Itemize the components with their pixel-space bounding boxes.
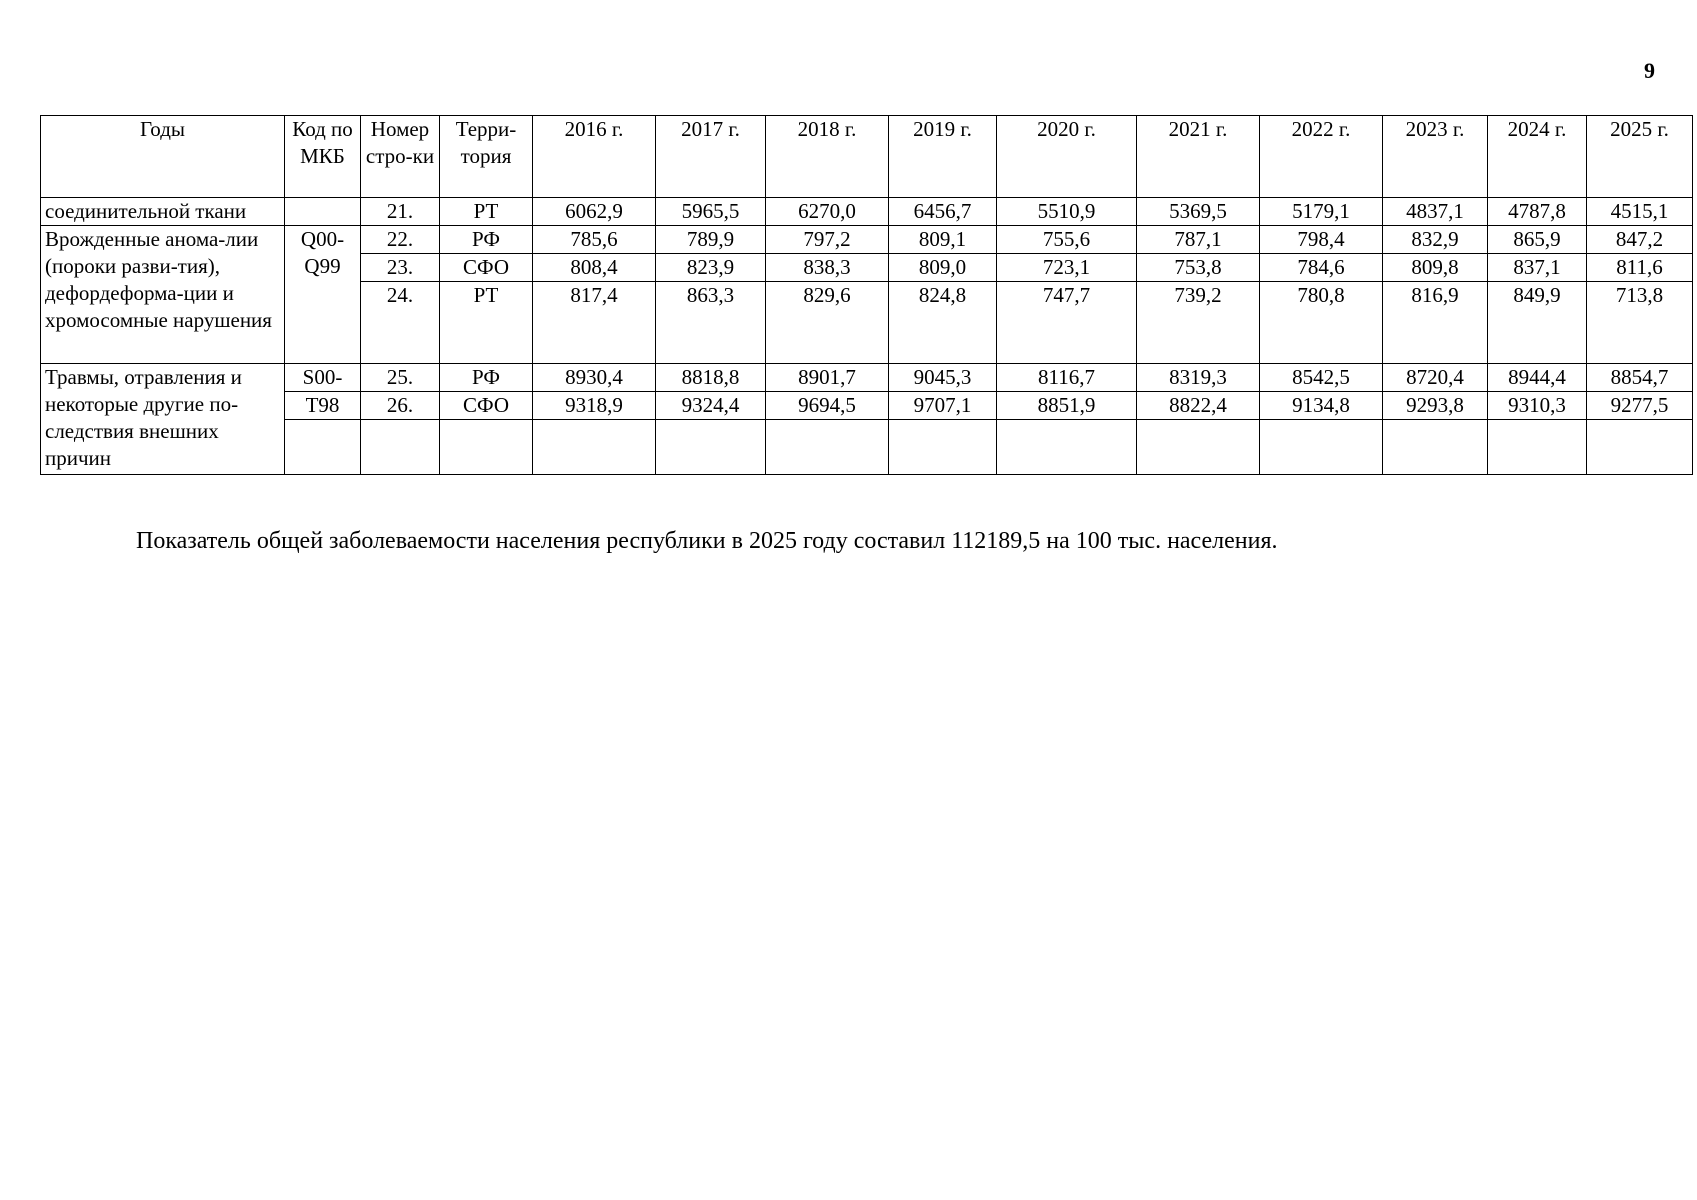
value-cell: 6062,9: [533, 198, 656, 226]
empty-cell: [1260, 420, 1383, 475]
empty-cell: [766, 420, 889, 475]
territory-cell: РТ: [440, 282, 533, 364]
value-cell: 753,8: [1137, 254, 1260, 282]
value-cell: 816,9: [1383, 282, 1488, 364]
value-cell: 9324,4: [656, 392, 766, 420]
value-cell: 9318,9: [533, 392, 656, 420]
value-cell: 9277,5: [1587, 392, 1693, 420]
empty-cell: [1383, 420, 1488, 475]
value-cell: 797,2: [766, 226, 889, 254]
row-number-cell: 26.: [361, 392, 440, 420]
header-year-2020: 2020 г.: [997, 116, 1137, 198]
table-row: [41, 226, 1693, 254]
header-year-2023: 2023 г.: [1383, 116, 1488, 198]
header-year-2019: 2019 г.: [889, 116, 997, 198]
value-cell: 8319,3: [1137, 364, 1260, 392]
value-cell: 5965,5: [656, 198, 766, 226]
value-cell: 4787,8: [1488, 198, 1587, 226]
value-cell: 8944,4: [1488, 364, 1587, 392]
value-cell: 785,6: [533, 226, 656, 254]
value-cell: 809,8: [1383, 254, 1488, 282]
value-cell: 849,9: [1488, 282, 1587, 364]
icd-code-cell: S00-: [285, 364, 361, 392]
value-cell: 5369,5: [1137, 198, 1260, 226]
value-cell: 4837,1: [1383, 198, 1488, 226]
header-year-2025: 2025 г.: [1587, 116, 1693, 198]
value-cell: 784,6: [1260, 254, 1383, 282]
value-cell: 865,9: [1488, 226, 1587, 254]
value-cell: 808,4: [533, 254, 656, 282]
value-cell: 8818,8: [656, 364, 766, 392]
value-cell: 832,9: [1383, 226, 1488, 254]
value-cell: 847,2: [1587, 226, 1693, 254]
value-cell: 811,6: [1587, 254, 1693, 282]
header-territory: Терри-тория: [440, 116, 533, 198]
value-cell: 829,6: [766, 282, 889, 364]
table-row: [41, 392, 1693, 420]
row-number-cell: 24.: [361, 282, 440, 364]
value-cell: 6456,7: [889, 198, 997, 226]
value-cell: 824,8: [889, 282, 997, 364]
value-cell: 713,8: [1587, 282, 1693, 364]
value-cell: 817,4: [533, 282, 656, 364]
value-cell: 787,1: [1137, 226, 1260, 254]
page-number: 9: [1644, 58, 1655, 83]
summary-paragraph: Показатель общей заболеваемости населения республики в 2025 году составил 112189,5 на 100 тыс. населения.: [136, 528, 1278, 554]
territory-cell: РФ: [440, 364, 533, 392]
header-year-2024: 2024 г.: [1488, 116, 1587, 198]
value-cell: 809,1: [889, 226, 997, 254]
value-cell: 739,2: [1137, 282, 1260, 364]
empty-cell: [1488, 420, 1587, 475]
disease-group-congenital: Врожденные анома-лии (пороки разви-тия), дефордеформа-ции и хромосомные нарушения: [41, 226, 285, 364]
header-year-2017: 2017 г.: [656, 116, 766, 198]
morbidity-table: [40, 115, 1693, 475]
value-cell: 823,9: [656, 254, 766, 282]
header-years: Годы: [41, 116, 285, 198]
value-cell: 838,3: [766, 254, 889, 282]
value-cell: 4515,1: [1587, 198, 1693, 226]
header-row-number: Номер стро-ки: [361, 116, 440, 198]
disease-group-connective: соединительной ткани: [41, 198, 285, 226]
value-cell: 747,7: [997, 282, 1137, 364]
header-year-2016: 2016 г.: [533, 116, 656, 198]
table-row: [41, 198, 1693, 226]
header-row: [41, 116, 1693, 198]
value-cell: 780,8: [1260, 282, 1383, 364]
value-cell: 8854,7: [1587, 364, 1693, 392]
value-cell: 723,1: [997, 254, 1137, 282]
header-year-2021: 2021 г.: [1137, 116, 1260, 198]
empty-cell: [656, 420, 766, 475]
empty-cell: [1587, 420, 1693, 475]
value-cell: 8542,5: [1260, 364, 1383, 392]
icd-code-cell: Q00-Q99: [285, 226, 361, 364]
row-number-cell: 23.: [361, 254, 440, 282]
value-cell: 6270,0: [766, 198, 889, 226]
disease-group-injuries: Травмы, отравления и некоторые другие по-следствия внешних причин: [41, 364, 285, 475]
icd-code-cell: T98: [285, 392, 361, 420]
territory-cell: СФО: [440, 392, 533, 420]
value-cell: 5510,9: [997, 198, 1137, 226]
value-cell: 863,3: [656, 282, 766, 364]
table-row: [41, 364, 1693, 392]
empty-cell: [285, 420, 361, 475]
value-cell: 8116,7: [997, 364, 1137, 392]
value-cell: 9707,1: [889, 392, 997, 420]
empty-cell: [997, 420, 1137, 475]
value-cell: 8930,4: [533, 364, 656, 392]
value-cell: 809,0: [889, 254, 997, 282]
empty-cell: [440, 420, 533, 475]
value-cell: 837,1: [1488, 254, 1587, 282]
row-number-cell: 22.: [361, 226, 440, 254]
value-cell: 9134,8: [1260, 392, 1383, 420]
value-cell: 8822,4: [1137, 392, 1260, 420]
header-icd-code: Код по МКБ: [285, 116, 361, 198]
value-cell: 9293,8: [1383, 392, 1488, 420]
empty-cell: [889, 420, 997, 475]
territory-cell: РФ: [440, 226, 533, 254]
value-cell: 5179,1: [1260, 198, 1383, 226]
value-cell: 8851,9: [997, 392, 1137, 420]
icd-code-cell: [285, 198, 361, 226]
value-cell: 755,6: [997, 226, 1137, 254]
header-year-2018: 2018 г.: [766, 116, 889, 198]
value-cell: 798,4: [1260, 226, 1383, 254]
value-cell: 789,9: [656, 226, 766, 254]
header-year-2022: 2022 г.: [1260, 116, 1383, 198]
value-cell: 9694,5: [766, 392, 889, 420]
row-number-cell: 21.: [361, 198, 440, 226]
empty-cell: [361, 420, 440, 475]
value-cell: 9045,3: [889, 364, 997, 392]
value-cell: 8901,7: [766, 364, 889, 392]
value-cell: 8720,4: [1383, 364, 1488, 392]
value-cell: 9310,3: [1488, 392, 1587, 420]
table-row-empty: [41, 420, 1693, 475]
row-number-cell: 25.: [361, 364, 440, 392]
territory-cell: РТ: [440, 198, 533, 226]
empty-cell: [533, 420, 656, 475]
territory-cell: СФО: [440, 254, 533, 282]
empty-cell: [1137, 420, 1260, 475]
